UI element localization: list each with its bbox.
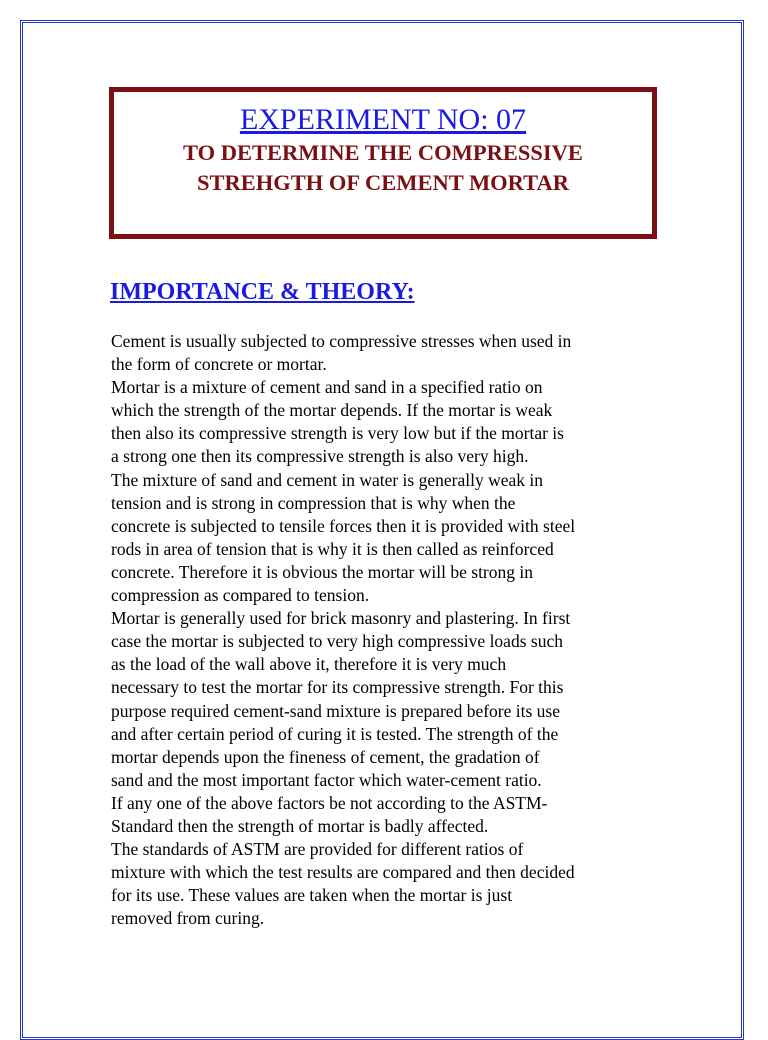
section-heading: IMPORTANCE & THEORY: xyxy=(110,279,415,305)
paragraph: The mixture of sand and cement in water is generally weak in tension and is strong in compression that is why when the concrete is subjected to tensile forces then it is provided with steel rods in area of tension that is why it is then called as reinforced concrete. Therefore it is obvious the mortar will be strong in compression as compared to tension. xyxy=(111,469,576,606)
paragraph: Mortar is generally used for brick masonry and plastering. In first case the mortar is subjected to very high compressive loads such as the load of the wall above it, therefore it is very much necessary to test the mortar for its compressive strength. For this purpose required cement-sand mixture is prepared before its use and after certain period of curing it is tested. The strength of the mortar depends upon the fineness of cement, the gradation of sand and the most important factor which water-cement ratio. xyxy=(111,608,571,790)
paragraph: Mortar is a mixture of cement and sand in a specified ratio on which the strength of the mortar depends. If the mortar is weak then also its compressive strength is very low but if the mortar is a strong one then its compressive strength is also very high. xyxy=(111,377,564,467)
paragraph: The standards of ASTM are provided for different ratios of mixture with which the test results are compared and then decided for its use. These values are taken when the mortar is just removed from curing. xyxy=(111,839,575,929)
title-box xyxy=(109,87,657,239)
body-text xyxy=(111,330,671,930)
paragraph: Cement is usually subjected to compressive stresses when used in the form of concrete or mortar. xyxy=(111,331,572,375)
paragraph: If any one of the above factors be not according to the ASTM- Standard then the strength of mortar is badly affected. xyxy=(111,792,548,836)
experiment-number: EXPERIMENT NO: 07 xyxy=(239,103,527,136)
experiment-title: TO DETERMINE THE COMPRESSIVE STREHGTH OF CEMENT MORTAR xyxy=(183,140,583,195)
